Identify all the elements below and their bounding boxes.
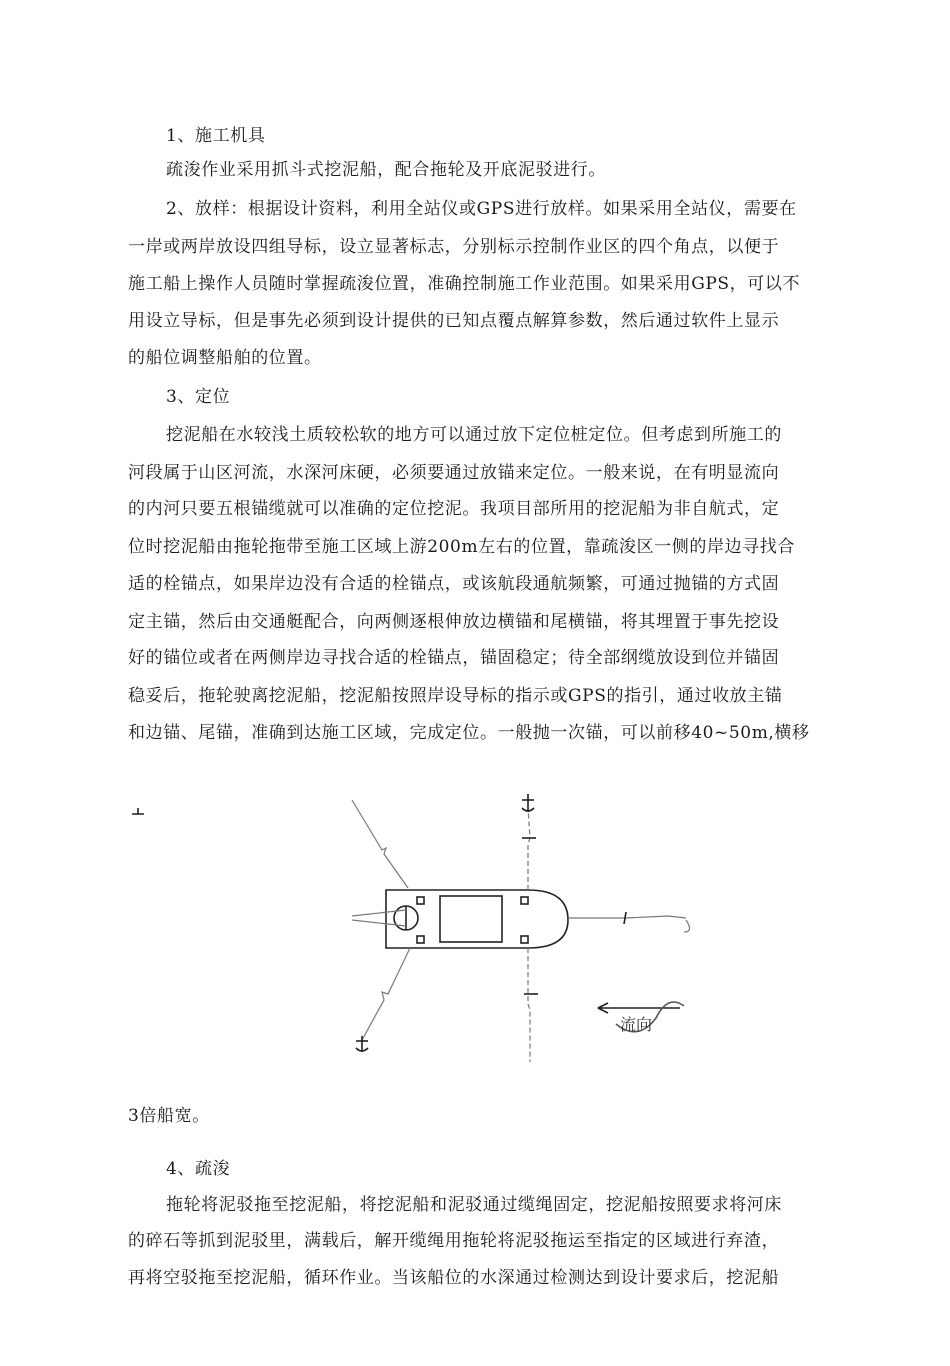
anchor-icon <box>356 1036 368 1052</box>
text-line: 的内河只要五根锚缆就可以准确的定位挖泥。我项目部所用的挖泥船为非自航式，定 <box>128 499 780 519</box>
anchor-line-upper-side <box>528 808 530 890</box>
text-line: 定主锚，然后由交通艇配合，向两侧逐根伸放边横锚和尾横锚，将其埋置于事先挖设 <box>128 612 780 632</box>
anchor-line-main <box>568 916 686 918</box>
dredger-hull <box>386 890 568 948</box>
text-line: 施工船上操作人员随时掌握疏浚位置，准确控制施工作业范围。如果采用GPS，可以不 <box>128 274 801 294</box>
text-line: 的碎石等抓到泥驳里，满载后，解开缆绳用拖轮将泥驳拖运至指定的区域进行弃渣， <box>128 1231 780 1251</box>
text-line: 的船位调整船舶的位置。 <box>128 348 322 368</box>
heading-construction-equipment: 1、施工机具 <box>166 126 266 146</box>
flow-direction-label: 流向 <box>620 1015 653 1034</box>
text-line: 好的锚位或者在两侧岸边寻找合适的栓锚点，锚固稳定；待全部纲缆放设到位并锚固 <box>128 648 780 668</box>
paragraph-equipment: 疏浚作业采用抓斗式挖泥船，配合拖轮及开底泥驳进行。 <box>166 160 606 180</box>
bollard <box>417 897 424 904</box>
text-line: 和边锚、尾锚，准确到达施工区域，完成定位。一般抛一次锚，可以前移40~50m,横移 <box>128 723 810 743</box>
text-line: 稳妥后，拖轮驶离挖泥船，挖泥船按照岸设导标的指示或GPS的指引，通过收放主锚 <box>128 686 783 706</box>
paragraph-positioning-end: 3倍船宽。 <box>128 1106 210 1126</box>
corner-mark <box>132 808 144 814</box>
heading-positioning: 3、定位 <box>166 387 231 407</box>
text-line: 一岸或两岸放设四组导标，设立显著标志，分别标示控制作业区的四个角点，以便于 <box>128 237 780 257</box>
text-line: 河段属于山区河流，水深河床硬，必须要通过放锚来定位。一般来说，在有明显流向 <box>128 463 780 483</box>
grab-boom <box>352 910 406 926</box>
cable-mark <box>624 912 626 924</box>
anchor-line-upper-left <box>352 800 408 888</box>
bollard <box>521 897 528 904</box>
anchor-line-lower-side <box>528 948 530 1062</box>
text-line: 拖轮将泥驳拖至挖泥船，将挖泥船和泥驳通过缆绳固定，挖泥船按照要求将河床 <box>166 1195 782 1215</box>
anchor-icon <box>522 794 534 812</box>
text-line: 再将空驳拖至挖泥船，循环作业。当该船位的水深通过检测达到设计要求后，挖泥船 <box>128 1268 780 1288</box>
bollard <box>417 936 424 943</box>
text-line: 适的栓锚点，如果岸边没有合适的栓锚点，或该航段通航频繁，可通过抛锚的方式固 <box>128 574 780 594</box>
bollard <box>521 936 528 943</box>
text-line: 用设立导标，但是事先必须到设计提供的已知点覆点解算参数，然后通过软件上显示 <box>128 311 780 331</box>
heading-dredging: 4、疏浚 <box>166 1159 231 1179</box>
anchoring-diagram <box>128 780 728 1080</box>
text-line: 位时挖泥船由拖轮拖带至施工区域上游200m左右的位置，靠疏浚区一侧的岸边寻找合 <box>128 537 795 557</box>
dredger-cabin <box>440 896 502 942</box>
anchor-line-lower-left <box>362 948 410 1040</box>
anchor-hook <box>684 920 690 932</box>
text-line: 2、放样：根据设计资料，利用全站仪或GPS进行放样。如果采用全站仪，需要在 <box>166 199 797 219</box>
text-line: 挖泥船在水较浅土质较松软的地方可以通过放下定位桩定位。但考虑到所施工的 <box>166 425 782 445</box>
